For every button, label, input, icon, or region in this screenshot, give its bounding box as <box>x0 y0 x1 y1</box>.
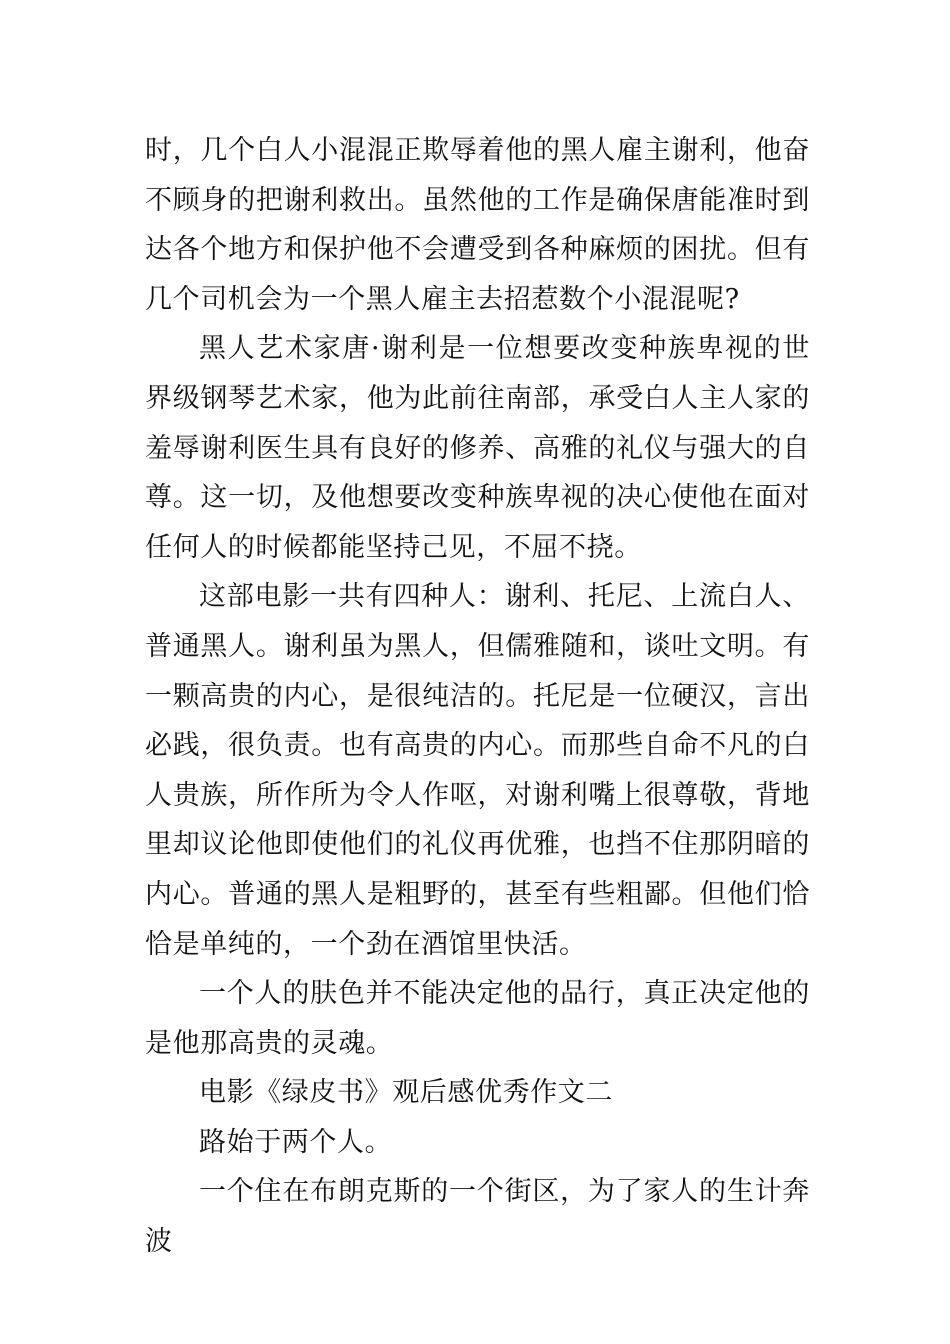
paragraph-road-begins: 路始于两个人。 <box>199 1126 393 1158</box>
article-body <box>145 126 810 1267</box>
paragraph-don-shirley: 黑人艺术家唐·谢利是一位想要改变种族卑视的世界级钢琴艺术家，他为此前往南部，承受白人主人家的羞辱谢利医生具有良好的修养、高雅的礼仪与强大的自尊。这一切，及他想要改变种族卑视的决心使他在面对任何人的时候都能坚持己见，不屈不挠。 <box>145 333 810 563</box>
essay-two-heading: 电影《绿皮书》观后感优秀作文二 <box>199 1077 613 1109</box>
paragraph-bronx: 一个住在布朗克斯的一个街区，为了家人的生计奔波 <box>145 1176 810 1258</box>
paragraph-four-kinds-of-people: 这部电影一共有四种人：谢利、托尼、上流白人、普通黑人。谢利虽为黑人，但儒雅随和，谈吐文明。有一颗高贵的内心，是很纯洁的。托尼是一位硬汉，言出必践，很负责。也有高贵的内心。而那些自命不凡的白人贵族，所作所为令人作呕，对谢利嘴上很尊敬，背地里却议论他即使他们的礼仪再优雅，也挡不住那阴暗的内心。普通的黑人是粗野的，甚至有些粗鄙。但他们恰恰是单纯的，一个劲在酒馆里快活。 <box>145 581 810 960</box>
paragraph-continuation: 时，几个白人小混混正欺辱着他的黑人雇主谢利，他奋不顾身的把谢利救出。虽然他的工作是确保唐能准时到达各个地方和保护他不会遭受到各种麻烦的困扰。但有几个司机会为一个黑人雇主去招惹数个小混混呢? <box>145 135 810 315</box>
paragraph-conclusion: 一个人的肤色并不能决定他的品行，真正决定他的是他那高贵的灵魂。 <box>145 978 810 1059</box>
